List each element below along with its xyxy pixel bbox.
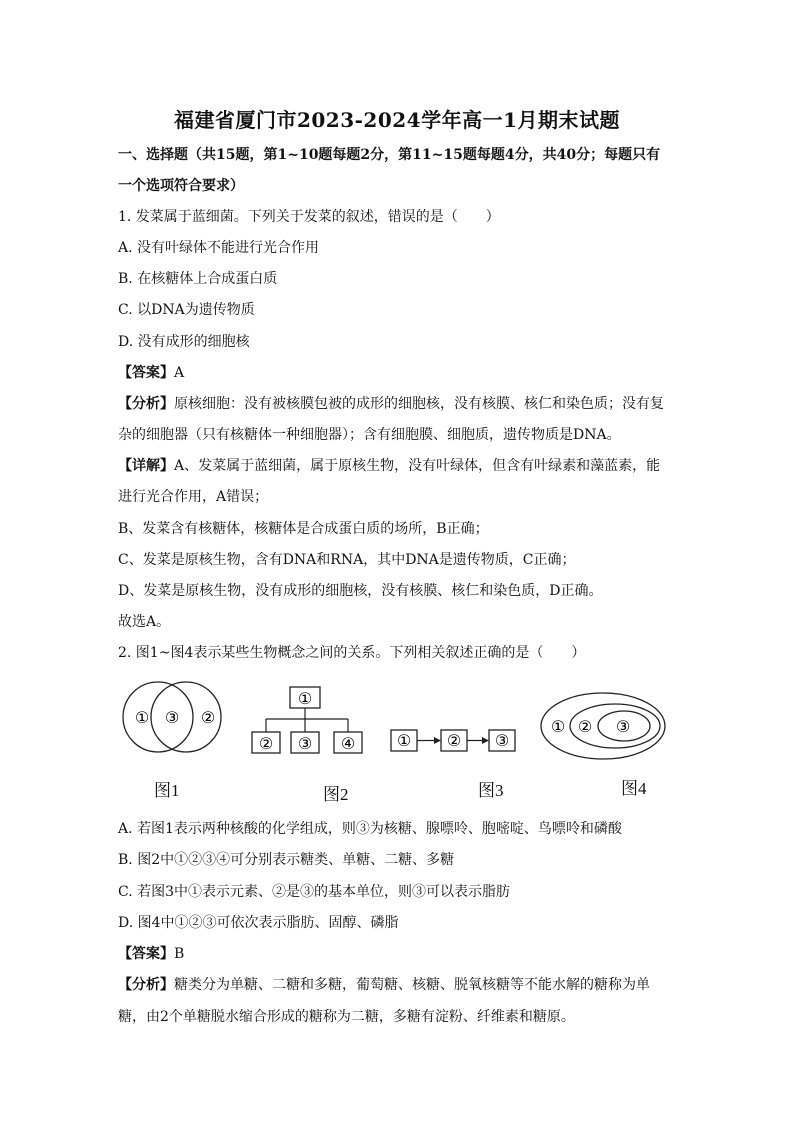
- figure-4-caption: 图4: [621, 779, 647, 798]
- fig3-arrow-head: [434, 737, 441, 744]
- concept-diagrams: [110, 674, 690, 774]
- q1-option-a: A. 没有叶绿体不能进行光合作用: [118, 240, 320, 256]
- fig3-label-1: ①: [396, 731, 412, 750]
- fig2-label-4: ④: [340, 734, 356, 753]
- q2-analysis: [118, 975, 698, 995]
- figure-2-tree-diagram: [252, 687, 362, 753]
- fig4-label-1: ①: [550, 717, 566, 736]
- answer-tag: 【答案】: [118, 365, 174, 381]
- q1-detail-line-5: D、发菜是原核生物，没有成形的细胞核，没有核膜、核仁和染色质，D正确。: [118, 583, 603, 599]
- q2-answer: [118, 944, 698, 964]
- answer-value: B: [174, 946, 185, 962]
- q1-detail: [118, 456, 698, 476]
- q2-option-b: B. 图2中①②③④可分别表示糖类、单糖、二糖、多糖: [118, 852, 455, 868]
- figure-3-caption: 图3: [478, 781, 504, 800]
- figure-1-caption: 图1: [154, 781, 180, 800]
- q1-option-d: D. 没有成形的细胞核: [118, 334, 250, 350]
- page-title: 福建省厦门市2023-2024学年高一1月期末试题: [173, 108, 621, 132]
- answer-value: A: [174, 365, 185, 381]
- figure-1-venn-diagram: [123, 682, 221, 752]
- analysis-text: 糖类分为单糖、二糖和多糖，葡萄糖、核糖、脱氧核糖等不能水解的糖称为单: [174, 977, 650, 993]
- fig1-label-1: ①: [134, 708, 150, 727]
- fig1-label-3: ③: [164, 708, 180, 727]
- question-2-stem: 2. 图1~图4表示某些生物概念之间的关系。下列相关叙述正确的是（ ）: [118, 645, 586, 661]
- fig4-label-2: ②: [577, 717, 593, 736]
- fig3-arrow-head: [482, 737, 489, 744]
- q1-detail-line-4: C、发菜是原核生物，含有DNA和RNA，其中DNA是遗传物质，C正确；: [118, 552, 576, 568]
- q1-option-c: C. 以DNA为遗传物质: [118, 302, 255, 318]
- answer-tag: 【答案】: [118, 946, 174, 962]
- venn-circle-left: [123, 682, 193, 752]
- q2-option-c: C. 若图3中①表示元素、②是③的基本单位，则③可以表示脂肪: [118, 884, 511, 900]
- q1-option-b: B. 在核糖体上合成蛋白质: [118, 271, 278, 287]
- fig4-label-3: ③: [615, 717, 631, 736]
- q1-answer: [118, 363, 698, 383]
- fig2-label-3: ③: [297, 734, 313, 753]
- q1-detail-line-3: B、发菜含有核糖体，核糖体是合成蛋白质的场所，B正确；: [118, 521, 489, 537]
- section-heading: 一、选择题（共15题，第1~10题每题2分，第11~15题每题4分，共40分；每题只有: [118, 147, 661, 163]
- question-1-stem: 1. 发菜属于蓝细菌。下列关于发菜的叙述，错误的是（ ）: [118, 209, 500, 225]
- q1-analysis: [118, 394, 698, 414]
- q2-option-a: A. 若图1表示两种核酸的化学组成，则③为核糖、腺嘌呤、胞嘧啶、鸟嘌呤和磷酸: [118, 821, 622, 837]
- fig1-label-2: ②: [200, 708, 216, 727]
- detail-text: A、发菜属于蓝细菌，属于原核生物，没有叶绿体，但含有叶绿素和藻蓝素，能: [174, 458, 661, 474]
- figure-3-flow-diagram: [391, 730, 515, 751]
- fig2-label-2: ②: [258, 734, 274, 753]
- figure-2-caption: 图2: [323, 785, 349, 804]
- analysis-tag: 【分析】: [118, 396, 174, 412]
- analysis-text: 原核细胞：没有被核膜包被的成形的细胞核，没有核膜、核仁和染色质；没有复: [174, 396, 664, 412]
- figure-4-nested-ellipses: [541, 693, 665, 759]
- q1-detail-line-2: 进行光合作用，A错误；: [118, 489, 269, 505]
- analysis-tag: 【分析】: [118, 977, 174, 993]
- q1-conclusion: 故选A。: [118, 614, 171, 630]
- section-heading-cont: 一个选项符合要求）: [118, 178, 244, 194]
- fig3-label-2: ②: [446, 731, 462, 750]
- fig2-label-1: ①: [297, 689, 313, 708]
- q2-figures: [110, 674, 690, 804]
- detail-tag: 【详解】: [118, 458, 174, 474]
- fig3-label-3: ③: [494, 731, 510, 750]
- q1-analysis-cont: 杂的细胞器（只有核糖体一种细胞器）；含有细胞膜、细胞质，遗传物质是DNA。: [118, 427, 621, 443]
- q2-option-d: D. 图4中①②③可依次表示脂肪、固醇、磷脂: [118, 915, 399, 931]
- q2-analysis-cont: 糖，由2个单糖脱水缩合形成的糖称为二糖，多糖有淀粉、纤维素和糖原。: [118, 1009, 575, 1025]
